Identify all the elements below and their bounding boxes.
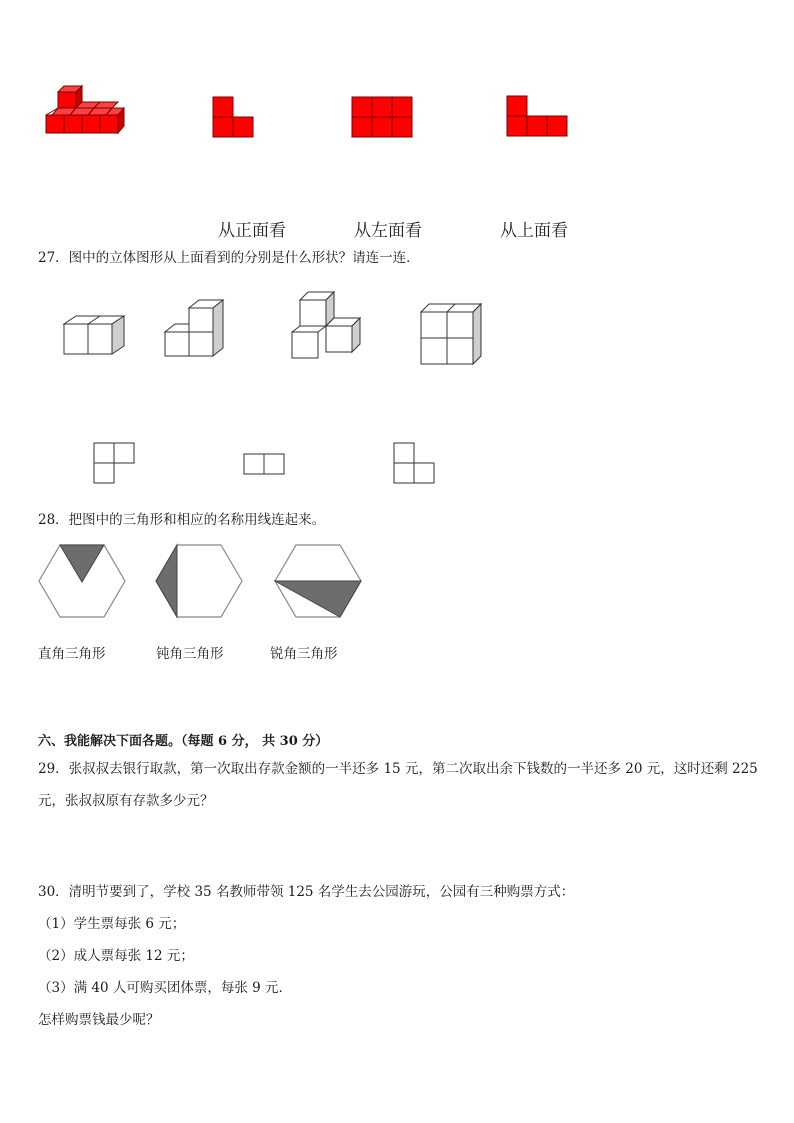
solid-figure-3 — [292, 292, 364, 362]
shape-option-1 — [94, 443, 138, 487]
hexagon-figure-3 — [274, 544, 364, 620]
question-28-text: 28．把图中的三角形和相应的名称用线连起来。 — [38, 512, 326, 528]
question-30-option-3: （3）满 40 人可购买团体票，每张 9 元． — [38, 980, 293, 996]
solid-figure-2 — [165, 298, 229, 360]
question-29-line-1: 29．张叔叔去银行取款，第一次取出存款金额的一半还多 15 元，第二次取出余下钱数的一半还多 20 元，这时还剩 225 — [38, 761, 758, 777]
question-30-option-2: （2）成人票每张 12 元； — [38, 948, 194, 964]
label-right-triangle: 直角三角形 — [38, 646, 106, 662]
question-27-text: 27．图中的立体图形从上面看到的分别是什么形状？请连一连． — [38, 250, 420, 266]
solid-figure-1 — [64, 312, 128, 354]
question-30-question: 怎样购票钱最少呢？ — [38, 1012, 160, 1028]
top-view-label: 从上面看 — [500, 221, 568, 241]
solid-figure-4 — [421, 304, 485, 368]
shape-option-3 — [394, 443, 438, 487]
section-6-heading: 六、我能解决下面各题。（每题 6 分， 共 30 分） — [38, 734, 329, 749]
question-30-option-1: （1）学生票每张 6 元； — [38, 916, 186, 932]
left-view-figure — [352, 97, 414, 139]
label-acute-triangle: 锐角三角形 — [270, 646, 338, 662]
red-cube-solid-figure — [46, 86, 126, 146]
front-view-figure — [213, 97, 255, 139]
question-29-line-2: 元，张叔叔原有存款多少元？ — [38, 793, 214, 809]
hexagon-figure-1 — [38, 544, 128, 620]
label-obtuse-triangle: 钝角三角形 — [156, 646, 224, 662]
question-30-intro: 30．清明节要到了，学校 35 名教师带领 125 名学生去公园游玩，公园有三种购票方式： — [38, 884, 575, 900]
left-view-label: 从左面看 — [354, 221, 422, 241]
hexagon-figure-2 — [155, 544, 245, 620]
front-view-label: 从正面看 — [218, 221, 286, 241]
shape-option-2 — [244, 454, 288, 478]
top-view-figure — [507, 96, 569, 138]
